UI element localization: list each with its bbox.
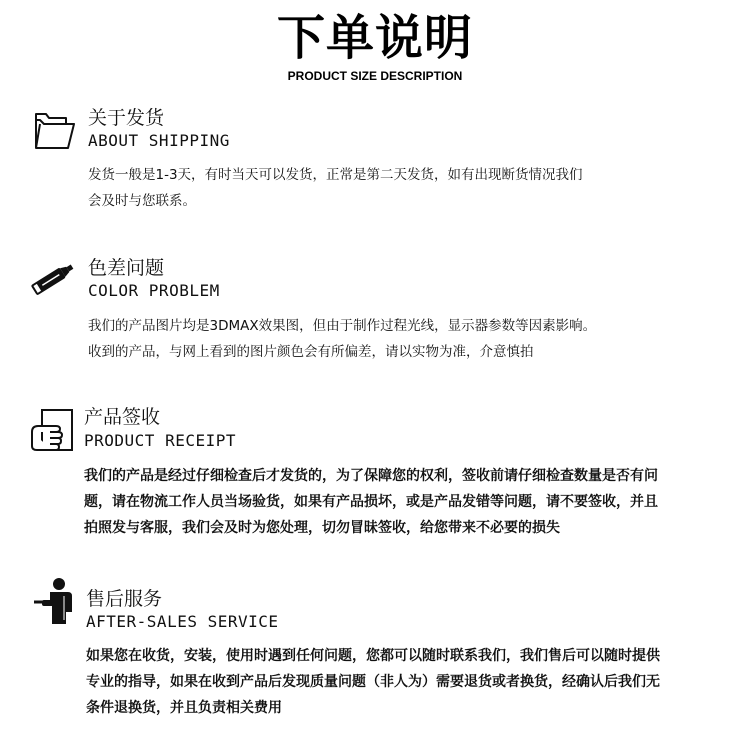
body-line: 我们的产品图片均是3DMAX效果图，但由于制作过程光线，显示器参数等因素影响。 <box>88 318 597 334</box>
paint-tube-icon <box>26 252 78 304</box>
section-title-en: AFTER-SALES SERVICE <box>86 612 279 631</box>
folder-icon <box>30 104 82 156</box>
body-line: 会及时与您联系。 <box>88 193 196 209</box>
body-line: 我们的产品是经过仔细检查后才发货的，为了保障您的权利，签收前请仔细检查数量是否有问 <box>84 468 658 484</box>
body-line: 专业的指导，如果在收到产品后发现质量问题（非人为）需要退货或者换货，经确认后我们无 <box>86 674 660 690</box>
section-title-cn: 售后服务 <box>86 588 163 610</box>
page-title: 下单说明 <box>276 10 473 66</box>
section-title-en: PRODUCT RECEIPT <box>84 431 236 450</box>
body-line: 题，请在物流工作人员当场验货，如果有产品损坏，或是产品发错等问题，请不要签收，并且 <box>84 494 658 510</box>
section-title-cn: 色差问题 <box>88 257 165 279</box>
service-person-icon <box>30 576 82 628</box>
section-body <box>84 463 658 541</box>
section-body <box>88 162 583 214</box>
section-title-en: COLOR PROBLEM <box>88 281 220 300</box>
body-line: 收到的产品，与网上看到的图片颜色会有所偏差，请以实物为准，介意慎拍 <box>88 344 534 360</box>
section-body <box>86 643 660 721</box>
section-body <box>88 313 596 365</box>
section-title-cn: 关于发货 <box>88 107 165 129</box>
page-subtitle: PRODUCT SIZE DESCRIPTION <box>287 69 463 83</box>
section-title-en: ABOUT SHIPPING <box>88 131 230 150</box>
section-title-cn: 产品签收 <box>84 406 161 428</box>
body-line: 如果您在收货，安装，使用时遇到任何问题，您都可以随时联系我们，我们售后可以随时提供 <box>86 648 660 664</box>
body-line: 发货一般是1-3天，有时当天可以发货，正常是第二天发货，如有出现断货情况我们 <box>88 167 583 183</box>
hand-receipt-icon <box>28 406 80 458</box>
body-line: 拍照发与客服，我们会及时为您处理，切勿冒昧签收，给您带来不必要的损失 <box>84 520 560 536</box>
body-line: 条件退换货，并且负责相关费用 <box>86 700 282 716</box>
